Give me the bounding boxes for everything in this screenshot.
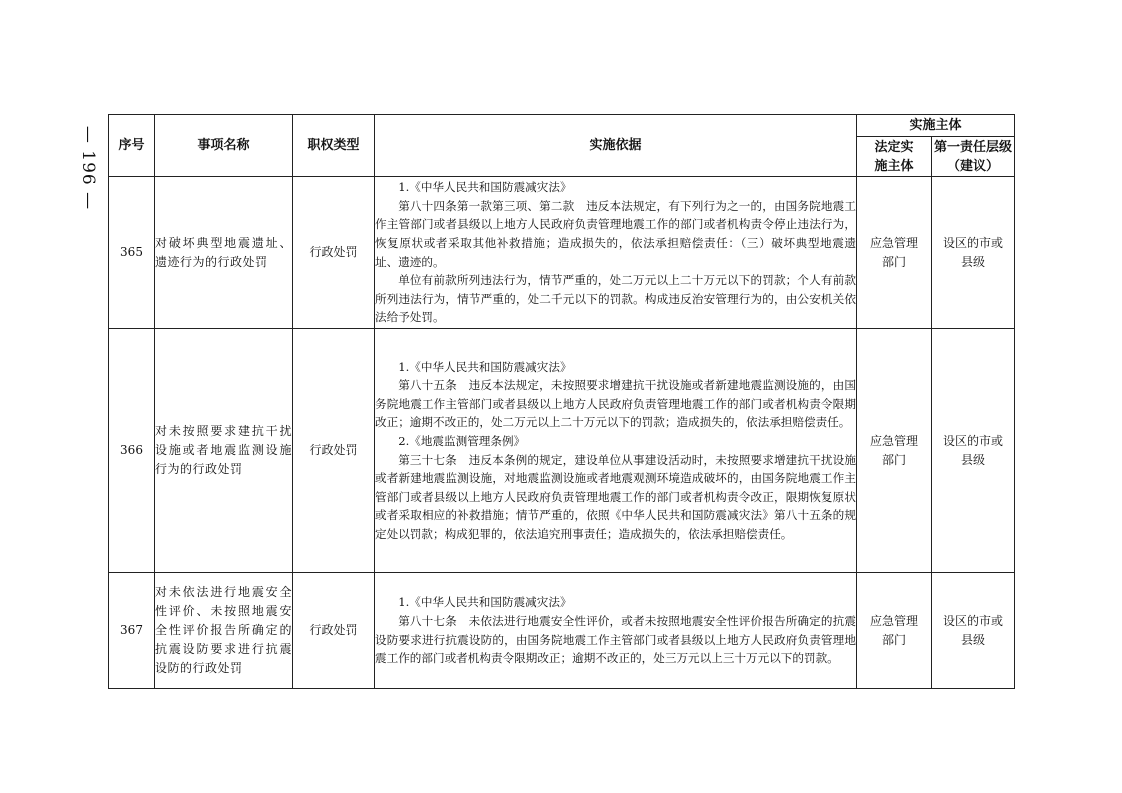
row-item-name: 对未依法进行地震安全性评价、未按照地震安全性评价报告所确定的抗震设防要求进行抗震设防的行政处罚 [155, 573, 293, 689]
row-first-level-text: 设区的市或县级 [943, 613, 1004, 647]
row-first-level-text: 设区的市或县级 [943, 235, 1004, 269]
row-power-type: 行政处罚 [293, 329, 375, 573]
basis-paragraph: 第八十七条 未依法进行地震安全性评价，或者未按照地震安全性评价报告所确定的抗震设防要求进行抗震设防的，由国务院地震工作主管部门或者县级以上地方人民政府负责管理地震工作的部门或者机构责令限期改正；逾期不改正的，处三万元以上三十万元以下的罚款。 [375, 613, 856, 666]
row-seq: 365 [109, 177, 155, 329]
row-item-name: 对破坏典型地震遗址、遗迹行为的行政处罚 [155, 177, 293, 329]
basis-paragraph: 第三十七条 违反本条例的规定，建设单位从事建设活动时，未按照要求增建抗干扰设施或者新建地震监测设施，对地震监测设施或者地震观测环境造成破坏的，由国务院地震工作主管部门或者县级以上地方人民政府负责管理地震工作的部门或者机构责令改正，限期恢复原状或者采取相应的补救措施；情节严重的，依照《中华人民共和国防震减灾法》第八十五条的规定处以罚款；构成犯罪的，依法追究刑事责任；造成损失的，依法承担赔偿责任。 [375, 452, 856, 541]
table-row [109, 573, 1015, 689]
table-row [109, 177, 1015, 329]
header-first-level-text: 第一责任层级（建议） [933, 139, 1012, 174]
basis-paragraph: 第八十四条第一款第三项、第二款 违反本法规定，有下列行为之一的，由国务院地震工作主管部门或者县级以上地方人民政府负责管理地震工作的部门或者机构责令停止违法行为，恢复原状或者采取其他补救措施；造成损失的，依法承担赔偿责任：（三）破坏典型地震遗址、遗迹的。 [375, 198, 856, 269]
table-row [109, 329, 1015, 573]
header-impl-group: 实施主体 [857, 115, 1015, 137]
row-basis [375, 177, 857, 329]
row-item-name: 对未按照要求建抗干扰设施或者地震监测设施行为的行政处罚 [155, 329, 293, 573]
row-first-level [932, 177, 1015, 329]
row-legal-subject [857, 573, 932, 689]
row-legal-subject-text: 应急管理部门 [869, 613, 918, 647]
page-number [74, 118, 102, 218]
row-basis [375, 329, 857, 573]
row-first-level [932, 573, 1015, 689]
row-power-type: 行政处罚 [293, 177, 375, 329]
row-legal-subject-text: 应急管理部门 [869, 433, 918, 467]
header-legal-subject-text: 法定实施主体 [874, 139, 914, 174]
enforcement-items-table [108, 114, 1015, 689]
basis-paragraph: 第八十五条 违反本法规定，未按照要求增建抗干扰设施或者新建地震监测设施的，由国务院地震工作主管部门或者县级以上地方人民政府负责管理地震工作的部门或者机构责令限期改正；逾期不改正的，处二万元以上二十万元以下的罚款；造成损失的，依法承担赔偿责任。 [375, 378, 856, 430]
row-seq: 366 [109, 329, 155, 573]
row-first-level-text: 设区的市或县级 [943, 433, 1004, 467]
basis-paragraph: 单位有前款所列违法行为，情节严重的，处二万元以上二十万元以下的罚款；个人有前款所列违法行为，情节严重的，处二千元以下的罚款。构成违反治安管理行为的，由公安机关依法给予处罚。 [375, 273, 856, 325]
page-number-text: — 196 — [78, 125, 99, 211]
header-name: 事项名称 [155, 115, 293, 177]
basis-paragraph: 1.《中华人民共和国防震减灾法》 [398, 180, 572, 195]
header-type: 职权类型 [293, 115, 375, 177]
header-legal-subject [857, 137, 932, 177]
header-first-level [932, 137, 1015, 177]
basis-paragraph: 1.《中华人民共和国防震减灾法》 [398, 359, 572, 374]
header-basis: 实施依据 [375, 115, 857, 177]
row-seq: 367 [109, 573, 155, 689]
row-legal-subject [857, 177, 932, 329]
header-seq: 序号 [109, 115, 155, 177]
row-legal-subject [857, 329, 932, 573]
basis-paragraph: 2.《地震监测管理条例》 [398, 433, 526, 448]
table-body [109, 177, 1015, 689]
basis-paragraph: 1.《中华人民共和国防震减灾法》 [398, 595, 572, 610]
row-basis [375, 573, 857, 689]
row-legal-subject-text: 应急管理部门 [869, 235, 918, 269]
table-header [109, 115, 1015, 177]
row-power-type: 行政处罚 [293, 573, 375, 689]
row-first-level [932, 329, 1015, 573]
